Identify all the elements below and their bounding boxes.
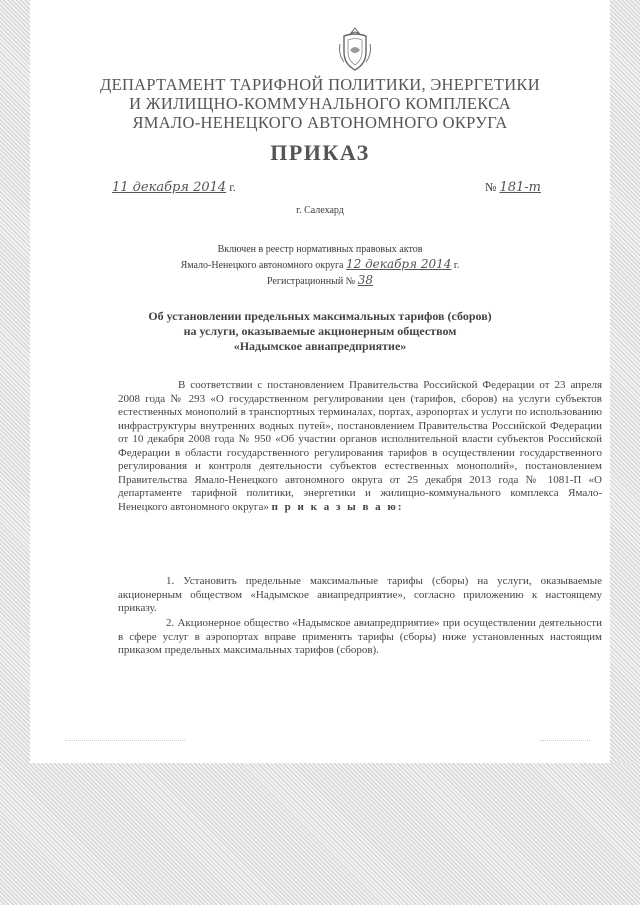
registration-line-1: Включен в реестр нормативных правовых актов [217, 244, 423, 255]
department-heading [30, 75, 610, 132]
city: г. Салехард [296, 205, 344, 216]
preamble-text: В соответствии с постановлением Правительства Российской Федерации от 23 апреля 2008 года № 293 «О государственном регулировании цен (тарифов, сборов) на услуги субъектов естественных монополий в транспортных терминалах, портах, аэропортах и услуги по использованию инфраструктуры внутренних водных путей», постановлением Правительства Российской Федерации от 10 декабря 2008 года № 950 «Об участии органов исполнительной власти субъектов Российской Федерации в области государственного регулирования тарифов в осуществлении государственного регулирования и контроля деятельности субъектов естественных монополий», постановлением Правительства Ямало-Ненецкого автономного округа от 25 декабря 2013 года № 1081-П «О департаменте тарифной политики, энергетики и жилищно-коммунального комплекса Ямало-Ненецкого автономного округа» [118, 379, 602, 513]
registration-line-2: Ямало-Ненецкого автономного округа 12 декабря 2014 г. [180, 257, 460, 271]
footer-divider-right [540, 740, 590, 741]
preamble-paragraph [118, 379, 602, 514]
footer-divider-left [65, 740, 185, 741]
order-number-value: 181-т [499, 180, 541, 195]
dept-line-3: ЯМАЛО-НЕНЕЦКОГО АВТОНОМНОГО ОКРУГА [132, 113, 508, 132]
registration-number: 38 [357, 273, 373, 287]
registration-line-3: Регистрационный № 38 [267, 273, 373, 287]
order-word: п р и к а з ы в а ю: [271, 500, 404, 513]
order-number [485, 180, 541, 195]
order-subject [30, 309, 610, 354]
scan-border-bottom [0, 763, 640, 905]
clause-2: 2. Акционерное общество «Надымское авиапредприятие» при осуществлении деятельности в сфере услуг в аэропортах вправе применять тарифы (сборы) ниже установленных настоящим приказом предельных максимальных тарифов (сборов). [118, 617, 602, 656]
subject-line-3: «Надымское авиапредприятие» [233, 339, 407, 353]
order-date [112, 180, 236, 195]
subject-line-1: Об установлении предельных максимальных тарифов (сборов) [148, 309, 492, 323]
coat-of-arms-icon [330, 24, 380, 74]
subject-line-2: на услуги, оказываемые акционерным обществом [183, 324, 457, 338]
registration-stamp [30, 243, 610, 289]
order-title: ПРИКАЗ [270, 140, 370, 165]
clause-1: 1. Установить предельные максимальные тарифы (сборы) на услуги, оказываемые акционерным обществом «Надымское авиапредприятие», согласно приложению к настоящему приказу. [118, 575, 602, 614]
dept-line-2: И ЖИЛИЩНО-КОММУНАЛЬНОГО КОМПЛЕКСА [129, 94, 511, 113]
order-date-suffix: г. [229, 180, 236, 194]
order-date-value: 11 декабря 2014 [112, 180, 227, 195]
registration-date: 12 декабря 2014 [345, 257, 452, 271]
order-number-prefix: № [485, 180, 497, 194]
document-page [30, 0, 610, 763]
dept-line-1: ДЕПАРТАМЕНТ ТАРИФНОЙ ПОЛИТИКИ, ЭНЕРГЕТИКИ [100, 75, 540, 94]
